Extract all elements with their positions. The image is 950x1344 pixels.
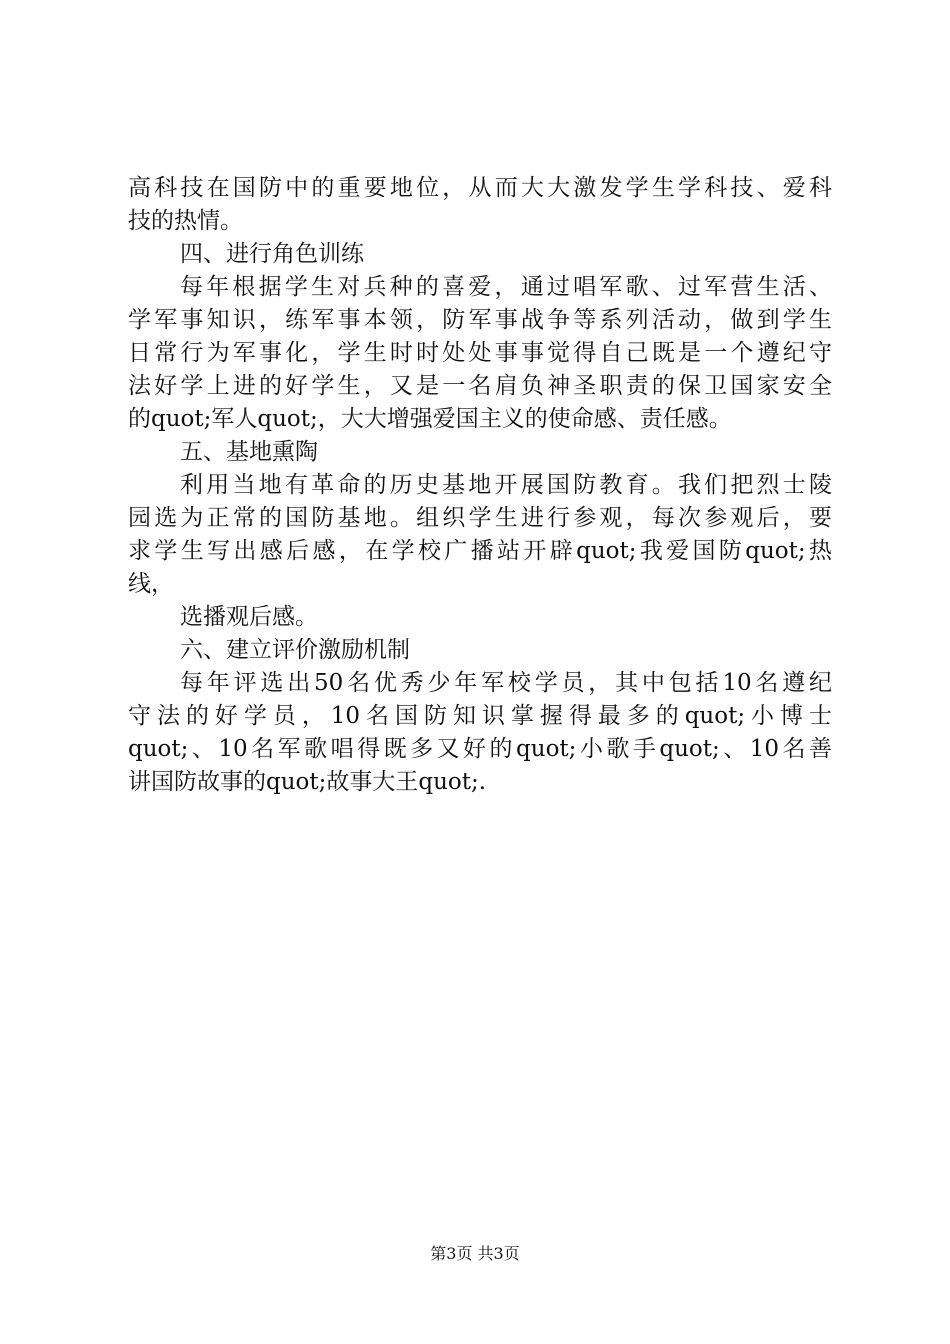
text-line: 日常行为军事化，学生时时处处事事觉得自己既是一个遵纪守 bbox=[128, 340, 832, 366]
section-heading: 五、基地熏陶 bbox=[180, 439, 318, 465]
document-body bbox=[128, 172, 832, 799]
text-line: 技的热情。 bbox=[128, 208, 243, 234]
section-heading: 四、进行角色训练 bbox=[180, 241, 364, 267]
text-line: 选播观后感。 bbox=[180, 604, 318, 630]
page-number-footer: 第3页 共3页 bbox=[430, 1244, 520, 1263]
text-line: 高科技在国防中的重要地位，从而大大激发学生学科技、爱科 bbox=[128, 175, 832, 201]
text-line: 的quot;军人quot;，大大增强爱国主义的使命感、责任感。 bbox=[128, 406, 732, 432]
text-line: 守法的好学员，10名国防知识掌握得最多的quot;小博士 bbox=[128, 703, 832, 729]
text-line: 每年评选出50名优秀少年军校学员，其中包括10名遵纪 bbox=[180, 670, 832, 696]
section-heading: 六、建立评价激励机制 bbox=[180, 637, 410, 663]
text-line: 利用当地有革命的历史基地开展国防教育。我们把烈士陵 bbox=[180, 472, 832, 498]
text-line: 线， bbox=[128, 571, 174, 597]
text-line: 法好学上进的好学生，又是一名肩负神圣职责的保卫国家安全 bbox=[128, 373, 832, 399]
text-line: 讲国防故事的quot;故事大王quot;. bbox=[128, 769, 487, 795]
text-line: quot;、10名军歌唱得既多又好的quot;小歌手quot;、10名善 bbox=[128, 736, 832, 762]
text-line: 求学生写出感后感，在学校广播站开辟quot;我爱国防quot;热 bbox=[128, 538, 832, 564]
text-line: 园选为正常的国防基地。组织学生进行参观，每次参观后，要 bbox=[128, 505, 832, 531]
text-line: 每年根据学生对兵种的喜爱，通过唱军歌、过军营生活、 bbox=[180, 274, 832, 300]
text-line: 学军事知识，练军事本领，防军事战争等系列活动，做到学生 bbox=[128, 307, 832, 333]
